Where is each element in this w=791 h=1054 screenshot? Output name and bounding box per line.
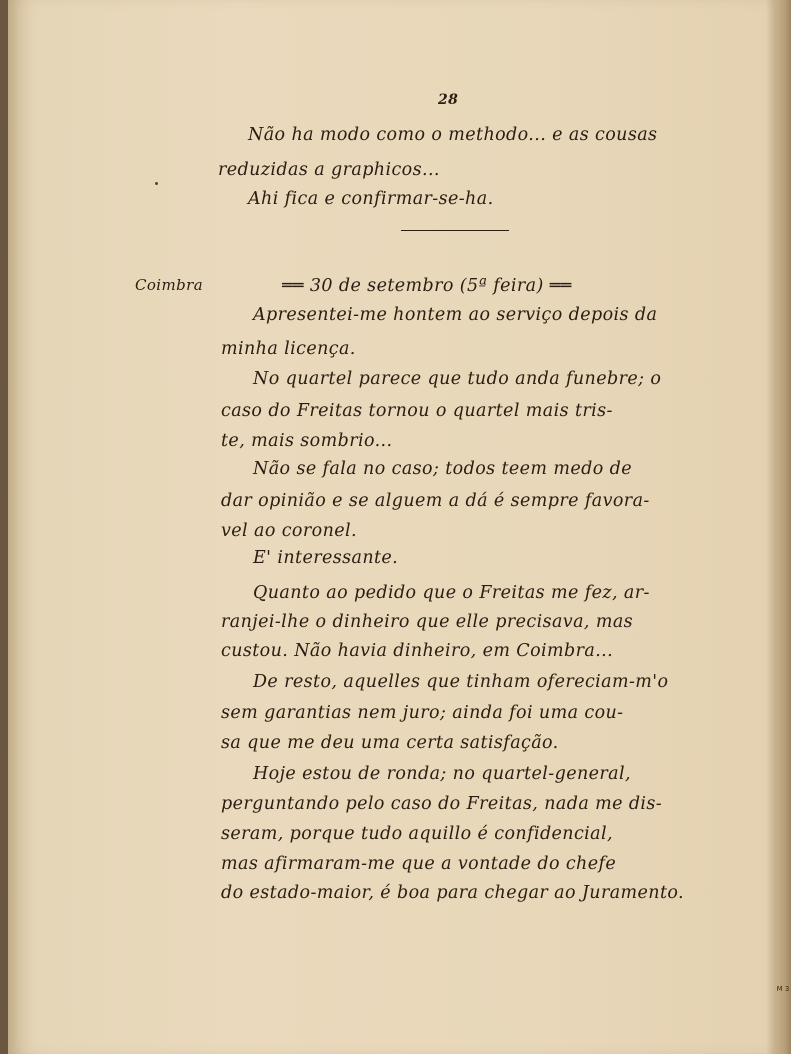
entry-line-17: perguntando pelo caso do Freitas, nada me dis-: [221, 794, 663, 814]
entry-line-18: seram, porque tudo aquillo é confidencial,: [221, 824, 613, 844]
entry-date-heading: ══ 30 de setembro (5ª feira) ══: [282, 276, 572, 296]
ink-dot: [155, 182, 158, 185]
entry-line-7: dar opinião e se alguem a dá é sempre favora-: [221, 491, 650, 511]
entry-line-10: Quanto ao pedido que o Freitas me fez, ar-: [253, 583, 650, 603]
entry-line-16: Hoje estou de ronda; no quartel-general,: [253, 764, 631, 784]
entry-line-8: vel ao coronel.: [221, 521, 357, 541]
intro-line-1: Não ha modo como o methodo... e as cousas: [248, 125, 658, 145]
margin-note-place: Coimbra: [135, 276, 204, 294]
intro-line-2: reduzidas a graphicos...: [218, 160, 440, 180]
entry-line-14: sem garantias nem juro; ainda foi uma cou-: [221, 703, 624, 723]
entry-line-6: Não se fala no caso; todos teem medo de: [253, 459, 632, 479]
intro-line-3: Ahi fica e confirmar-se-ha.: [248, 189, 494, 209]
edge-label: M 3: [776, 985, 790, 993]
entry-line-9: E' interessante.: [253, 548, 399, 568]
section-divider: [401, 230, 509, 231]
manuscript-page: [8, 0, 776, 1054]
entry-line-15: sa que me deu uma certa satisfação.: [221, 733, 559, 753]
entry-line-12: custou. Não havia dinheiro, em Coimbra...: [221, 641, 614, 661]
entry-line-20: do estado-maior, é boa para chegar ao Juramento.: [221, 883, 684, 903]
entry-line-1: Apresentei-me hontem ao serviço depois da: [253, 305, 658, 325]
page-number: 28: [438, 92, 459, 108]
adjacent-page-edge: [775, 0, 791, 1054]
entry-line-13: De resto, aquelles que tinham ofereciam-m'o: [253, 672, 669, 692]
entry-line-2: minha licença.: [221, 339, 356, 359]
entry-line-5: te, mais sombrio...: [221, 431, 393, 451]
entry-line-19: mas afirmaram-me que a vontade do chefe: [221, 854, 617, 874]
entry-line-4: caso do Freitas tornou o quartel mais tris-: [221, 401, 613, 421]
entry-line-11: ranjei-lhe o dinheiro que elle precisava, mas: [221, 612, 634, 632]
entry-line-3: No quartel parece que tudo anda funebre; o: [253, 369, 662, 389]
